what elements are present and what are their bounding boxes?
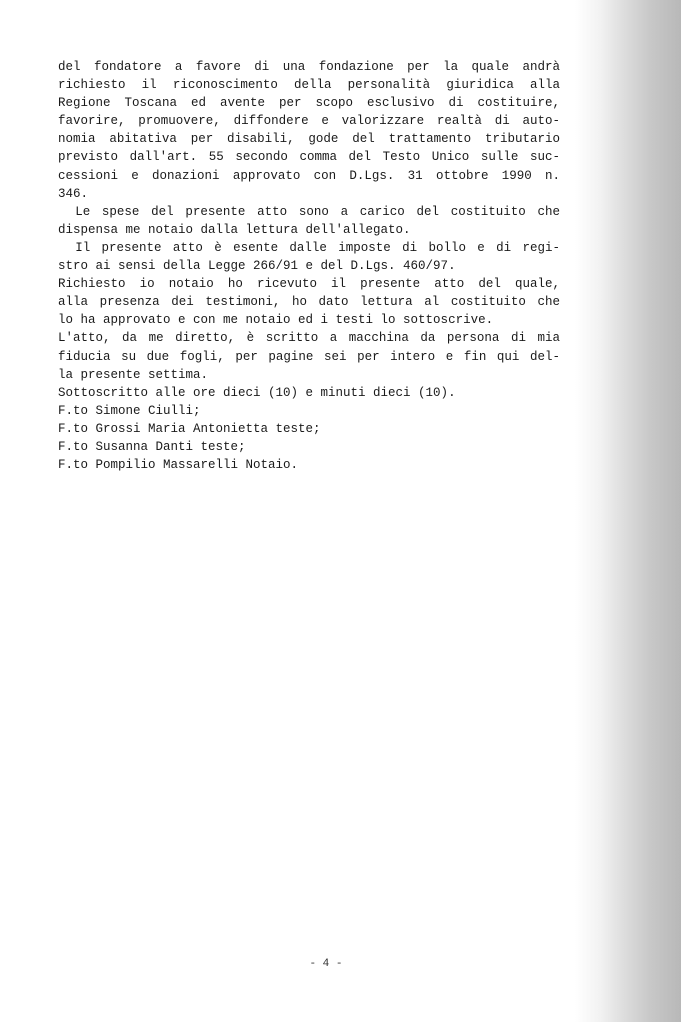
text-line: cessioni e donazioni approvato con D.Lgs. 31 ottobre 1990 n. [58, 168, 560, 183]
text-line: richiesto il riconoscimento della personalità giuridica alla [58, 78, 560, 93]
text-line: F.to Grossi Maria Antonietta teste; [58, 421, 321, 436]
text-line: Le spese del presente atto sono a carico del costituito che [75, 204, 560, 219]
text-line: Richiesto io notaio ho ricevuto il presente atto del quale, [58, 277, 560, 292]
text-line: Sottoscritto alle ore dieci (10) e minuti dieci (10). [58, 385, 456, 400]
page-number: - 4 - [309, 958, 343, 970]
text-line: 346. [58, 186, 89, 201]
text-line: F.to Simone Ciulli; [58, 403, 201, 418]
text-line: F.to Pompilio Massarelli Notaio. [58, 458, 299, 473]
text-line: la presente settima. [58, 367, 209, 382]
text-line: previsto dall'art. 55 secondo comma del Testo Unico sulle suc- [58, 150, 560, 165]
text-line: favorire, promuovere, diffondere e valorizzare realtà di auto- [58, 114, 560, 129]
text-line: dispensa me notaio dalla lettura dell'allegato. [58, 222, 411, 237]
text-line: nomia abitativa per disabili, gode del trattamento tributario [58, 132, 560, 147]
text-line: F.to Susanna Danti teste; [58, 439, 246, 454]
text-line: Il presente atto è esente dalle imposte di bollo e di regi- [75, 240, 560, 255]
document-body [58, 58, 560, 474]
text-line: alla presenza dei testimoni, ho dato lettura al costituito che [58, 295, 560, 310]
text-line: Regione Toscana ed avente per scopo esclusivo di costituire, [58, 96, 560, 111]
text-line: lo ha approvato e con me notaio ed i testi lo sottoscrive. [58, 313, 494, 328]
text-line: L'atto, da me diretto, è scritto a macchina da persona di mia [58, 331, 560, 346]
text-line: fiducia su due fogli, per pagine sei per intero e fin qui del- [58, 349, 560, 364]
text-line: stro ai sensi della Legge 266/91 e del D.Lgs. 460/97. [58, 259, 456, 274]
text-line: del fondatore a favore di una fondazione per la quale andrà [58, 60, 560, 74]
